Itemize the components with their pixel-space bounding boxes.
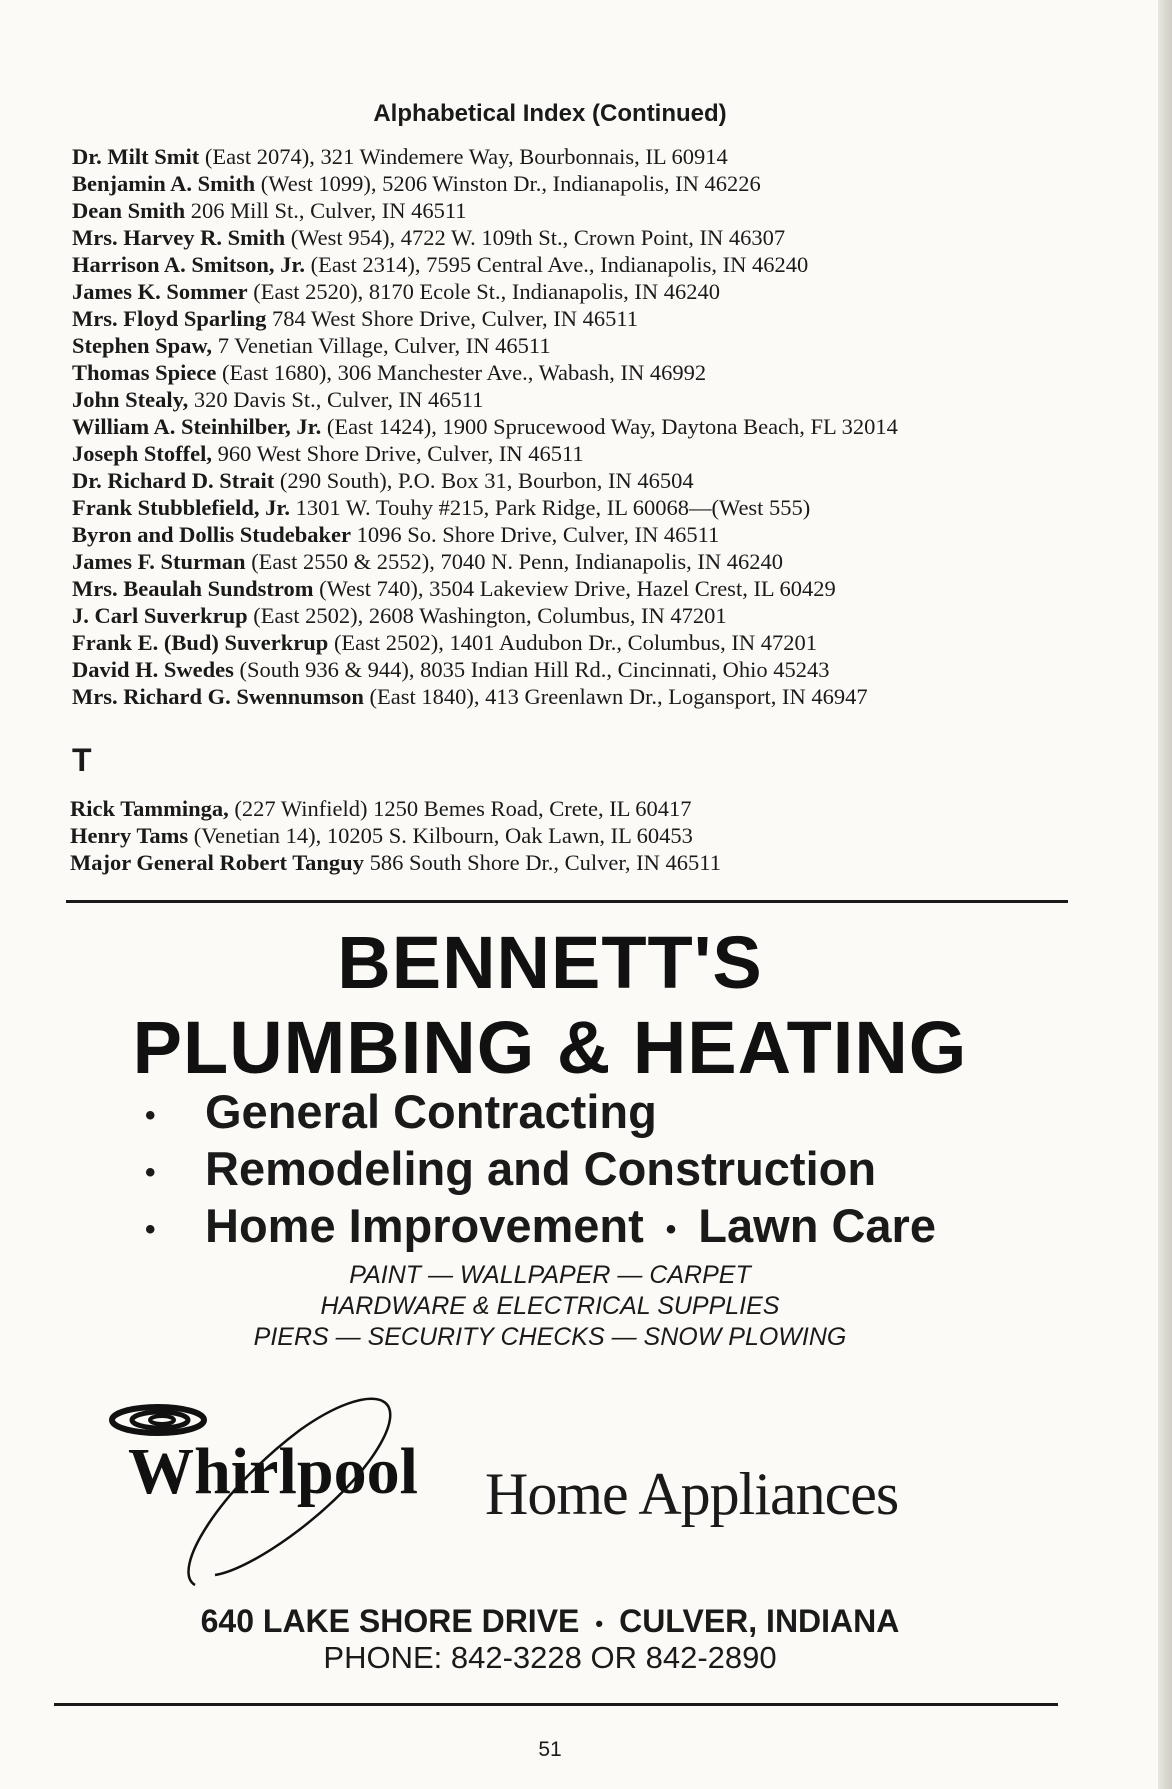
index-entry: [72, 602, 1092, 629]
bullet-icon: •: [145, 1213, 156, 1247]
business-phone: PHONE: 842-3228 OR 842-2890: [323, 1640, 777, 1675]
entry-name: Mrs. Floyd Sparling: [72, 306, 267, 331]
bullet-icon: •: [665, 1213, 677, 1247]
entry-details: (East 1424), 1900 Sprucewood Way, Daytona Beach, FL 32014: [326, 414, 898, 439]
page-edge-shadow: [1158, 0, 1172, 1789]
index-entry: [70, 849, 1090, 876]
index-entry: [72, 575, 1092, 602]
entry-name: Byron and Dollis Studebaker: [72, 522, 352, 547]
entry-name: Joseph Stoffel,: [72, 441, 212, 466]
service-item: [145, 1197, 936, 1254]
logo-wordmark: Whirlpool: [128, 1435, 418, 1508]
divider-rule: [54, 1703, 1058, 1706]
ad-title-bennetts: BENNETT'S: [337, 921, 763, 1004]
index-entries-s: [72, 143, 1092, 710]
divider-rule: [66, 900, 1068, 903]
bullet-icon: •: [145, 1099, 156, 1133]
extra-line: HARDWARE & ELECTRICAL SUPPLIES: [320, 1292, 780, 1320]
index-entry: [72, 494, 1092, 521]
entry-details: (East 2314), 7595 Central Ave., Indianapolis, IN 46240: [310, 252, 809, 277]
entry-details: 206 Mill St., Culver, IN 46511: [190, 198, 467, 223]
entry-name: Frank E. (Bud) Suverkrup: [72, 630, 329, 655]
entry-details: 320 Davis St., Culver, IN 46511: [193, 387, 484, 412]
entry-name: Major General Robert Tanguy: [70, 850, 364, 875]
index-entry: [72, 143, 1092, 170]
entry-details: 586 South Shore Dr., Culver, IN 46511: [369, 850, 721, 875]
entry-name: James F. Sturman: [72, 549, 246, 574]
entry-details: (290 South), P.O. Box 31, Bourbon, IN 46504: [279, 468, 694, 493]
entry-details: 7 Venetian Village, Culver, IN 46511: [217, 333, 551, 358]
entry-name: William A. Steinhilber, Jr.: [72, 414, 322, 439]
index-entry: [72, 197, 1092, 224]
entry-name: James K. Sommer: [72, 279, 248, 304]
index-entry: [72, 332, 1092, 359]
index-entry: [72, 224, 1092, 251]
entry-details: (East 1840), 413 Greenlawn Dr., Logansport, IN 46947: [369, 684, 868, 709]
index-entry: [72, 683, 1092, 710]
address-street: 640 LAKE SHORE DRIVE: [200, 1603, 580, 1639]
index-entry: [72, 170, 1092, 197]
page-number: 51: [538, 1738, 562, 1761]
entry-details: (East 2502), 1401 Audubon Dr., Columbus, IN 47201: [333, 630, 818, 655]
index-entry: [70, 795, 1090, 822]
entry-name: Mrs. Harvey R. Smith: [72, 225, 286, 250]
home-appliances-label: Home Appliances: [485, 1461, 899, 1527]
index-entry: [72, 278, 1092, 305]
entry-name: John Stealy,: [72, 387, 189, 412]
entry-details: (West 740), 3504 Lakeview Drive, Hazel Crest, IL 60429: [319, 576, 836, 601]
entry-details: 1096 So. Shore Drive, Culver, IN 46511: [356, 522, 720, 547]
extra-line: PIERS — SECURITY CHECKS — SNOW PLOWING: [253, 1323, 847, 1351]
index-entry: [72, 359, 1092, 386]
entry-name: Rick Tamminga,: [70, 796, 229, 821]
entry-name: David H. Swedes: [72, 657, 234, 682]
entry-details: (West 1099), 5206 Winston Dr., Indianapolis, IN 46226: [260, 171, 761, 196]
index-entry: [72, 656, 1092, 683]
whirlpool-brand: [100, 1370, 1000, 1600]
entry-details: (East 2074), 321 Windemere Way, Bourbonnais, IL 60914: [204, 144, 728, 169]
extra-line: PAINT — WALLPAPER — CARPET: [349, 1261, 751, 1289]
entry-details: (Venetian 14), 10205 S. Kilbourn, Oak Lawn, IL 60453: [193, 823, 693, 848]
entry-name: J. Carl Suverkrup: [72, 603, 248, 628]
section-letter-t: T: [72, 742, 92, 778]
index-entry: [70, 822, 1090, 849]
index-entry: [72, 548, 1092, 575]
entry-name: Dean Smith: [72, 198, 186, 223]
entry-name: Stephen Spaw,: [72, 333, 213, 358]
index-entry: [72, 386, 1092, 413]
entry-details: (East 2520), 8170 Ecole St., Indianapolis, IN 46240: [253, 279, 721, 304]
entry-name: Harrison A. Smitson, Jr.: [72, 252, 305, 277]
business-address: [0, 1603, 1100, 1640]
entry-details: (East 2502), 2608 Washington, Columbus, IN 47201: [253, 603, 727, 628]
service-label: Remodeling and Construction: [205, 1142, 877, 1195]
ad-title-plumbing: PLUMBING & HEATING: [132, 1006, 968, 1089]
address-city: CULVER, INDIANA: [619, 1603, 900, 1639]
entry-name: Mrs. Beaulah Sundstrom: [72, 576, 314, 601]
entry-details: (227 Winfield) 1250 Bemes Road, Crete, IL 60417: [234, 796, 692, 821]
index-entries-t: [70, 795, 1090, 876]
entry-name: Dr. Milt Smit: [72, 144, 200, 169]
entry-details: (East 2550 & 2552), 7040 N. Penn, Indianapolis, IN 46240: [251, 549, 784, 574]
entry-details: (South 936 & 944), 8035 Indian Hill Rd., Cincinnati, Ohio 45243: [239, 657, 830, 682]
index-entry: [72, 305, 1092, 332]
service-label: General Contracting: [205, 1085, 657, 1138]
index-entry: [72, 440, 1092, 467]
entry-name: Thomas Spiece: [72, 360, 217, 385]
service-label: Home Improvement: [205, 1199, 644, 1252]
index-entry: [72, 629, 1092, 656]
service-item: [145, 1140, 936, 1197]
entry-name: Dr. Richard D. Strait: [72, 468, 275, 493]
entry-details: 1301 W. Touhy #215, Park Ridge, IL 60068—(West 555): [295, 495, 811, 520]
index-title: Alphabetical Index (Continued): [373, 100, 727, 127]
entry-name: Mrs. Richard G. Swennumson: [72, 684, 364, 709]
index-entry: [72, 251, 1092, 278]
service-item: [145, 1083, 936, 1140]
index-entry: [72, 413, 1092, 440]
index-entry: [72, 521, 1092, 548]
entry-details: (East 1680), 306 Manchester Ave., Wabash, IN 46992: [222, 360, 707, 385]
entry-name: Henry Tams: [70, 823, 189, 848]
entry-details: 960 West Shore Drive, Culver, IN 46511: [217, 441, 584, 466]
services-list: [145, 1083, 936, 1254]
index-entry: [72, 467, 1092, 494]
bullet-icon: •: [145, 1156, 156, 1190]
bullet-icon: •: [595, 1610, 604, 1636]
extras-list: [0, 1260, 1100, 1353]
entry-details: (West 954), 4722 W. 109th St., Crown Point, IN 46307: [290, 225, 786, 250]
entry-name: Benjamin A. Smith: [72, 171, 256, 196]
service-label: Lawn Care: [698, 1199, 936, 1252]
entry-name: Frank Stubblefield, Jr.: [72, 495, 290, 520]
entry-details: 784 West Shore Drive, Culver, IN 46511: [272, 306, 639, 331]
